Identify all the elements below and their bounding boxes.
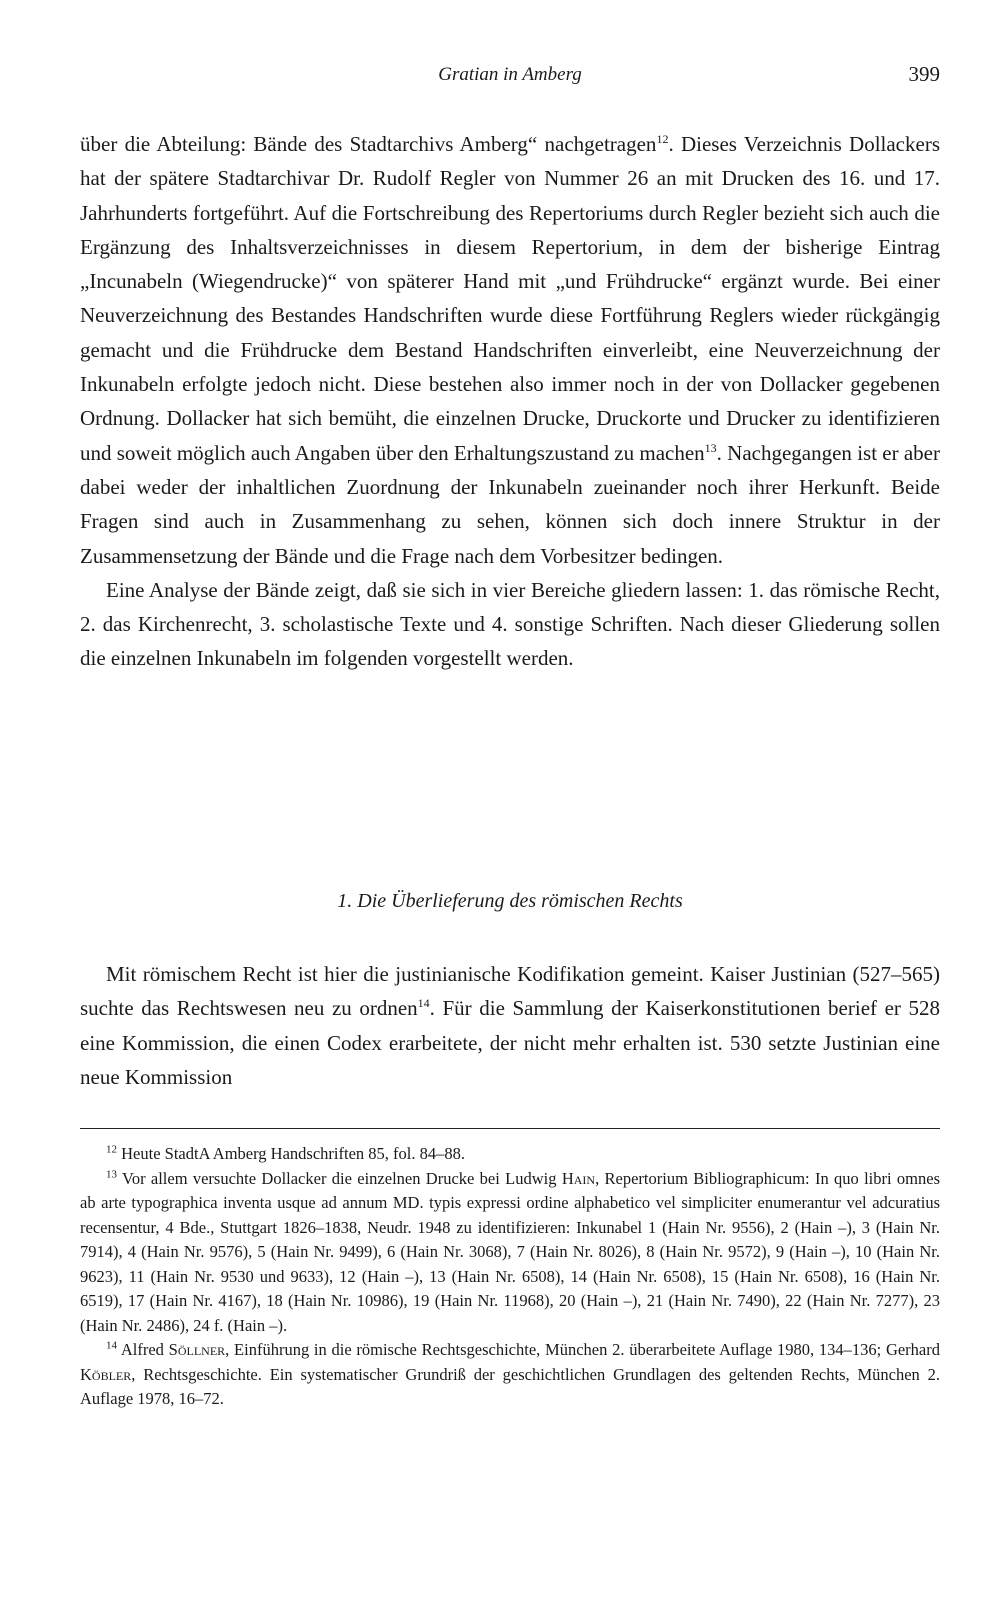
author-name: Köbler [80, 1364, 132, 1384]
footnote-text: , Einführung in die römische Rechtsgeschichte, München 2. überarbeitete Auflage 1980, 134–136; Gerhard [225, 1340, 940, 1359]
footnote-ref-14[interactable]: 14 [417, 996, 430, 1011]
paragraph [80, 127, 940, 573]
footnote-text: Heute StadtA Amberg Handschriften 85, fol. 84–88. [121, 1144, 465, 1163]
page-header [80, 62, 940, 92]
footnotes [80, 1142, 940, 1412]
footnote-14 [80, 1338, 940, 1412]
footnote-text: Vor allem versuchte Dollacker die einzelnen Drucke bei Ludwig [122, 1168, 562, 1188]
paragraph-text: über die Abteilung: Bände des Stadtarchivs Amberg“ nachgetragen [80, 132, 657, 156]
author-name: Hain [561, 1168, 596, 1188]
footnote-text: Alfred [120, 1340, 169, 1359]
footnote-number: 13 [106, 1168, 117, 1180]
footnote-13 [80, 1167, 940, 1339]
paragraph [80, 957, 940, 1094]
footnote-divider [80, 1128, 940, 1129]
footnote-number: 12 [106, 1143, 117, 1156]
running-title: Gratian in Amberg [438, 64, 582, 85]
footnote-12 [80, 1142, 940, 1167]
footnote-ref-12[interactable]: 12 [656, 132, 669, 146]
paragraph-text: Mit römischem Recht ist hier die justinianische Kodifikation gemeint. Kaiser Justinian (527–565) suchte das Rechtswesen neu zu ordnen [80, 962, 940, 1021]
footnote-ref-13[interactable]: 13 [704, 440, 717, 455]
section-heading: 1. Die Überlieferung des römischen Rechts [337, 890, 683, 912]
footnote-number: 14 [106, 1339, 117, 1352]
author-name: Söllner [168, 1340, 226, 1359]
paragraph-text: . Für die Sammlung der Kaiserkonstitutionen berief er 528 eine Kommission, die einen Codex erarbeitete, der nicht mehr erhalten ist. 530 setzte Justinian eine neue Kommission [80, 996, 940, 1089]
paragraph: Eine Analyse der Bände zeigt, daß sie sich in vier Bereiche gliedern lassen: 1. das römische Recht, 2. das Kirchenrecht, 3. scholastische Texte und 4. sonstige Schriften. Nach dieser Gliederung sollen die einzelnen Inkunabeln im folgenden vorgestellt werden. [80, 577, 940, 671]
paragraph-text: . Dieses Verzeichnis Dollackers hat der spätere Stadtarchivar Dr. Rudolf Regler von Nummer 26 an mit Drucken des 16. und 17. Jahrhunderts fortgeführt. Auf die Fortschreibung des Repertoriums durch Regler bezieht sich auch die Ergänzung des Inhaltsverzeichnisses in diesem Repertorium, in dem der bisherige Eintrag „Incunabeln (Wiegendrucke)“ von späterer Hand mit „und Frühdrucke“ ergänzt wurde. Bei einer Neuverzeichnung des Bestandes Handschriften wurde diese Fortführung Reglers wieder rückgängig gemacht und die Frühdrucke dem Bestand Handschriften einverleibt, eine Neuverzeichnung der Inkunabeln erfolgte jedoch nicht. Diese bestehen also immer noch in der von Dollacker gegebenen Ordnung. Dollacker hat sich bemüht, die einzelnen Drucke, Druckorte und Drucker zu identifizieren und soweit möglich auch Angaben über den Erhaltungszustand zu machen [80, 132, 940, 465]
page-number: 399 [908, 62, 940, 86]
footnote-text: , Repertorium Bibliographicum: In quo libri omnes ab arte typographica inventa usque ad annum MD. typis expressi ordine alphabetico vel simpliciter enumerantur vel adcuratius recensentur, 4 Bde., Stuttgart 1826–1838, Neudr. 1948 zu identifizieren: Inkunabel 1 (Hain Nr. 9556), 2 (Hain –), 3 (Hain Nr. 7914), 4 (Hain Nr. 9576), 5 (Hain Nr. 9499), 6 (Hain Nr. 3068), 7 (Hain Nr. 8026), 8 (Hain Nr. 9572), 9 (Hain –), 10 (Hain Nr. 9623), 11 (Hain Nr. 9530 und 9633), 12 (Hain –), 13 (Hain Nr. 6508), 14 (Hain Nr. 6508), 15 (Hain Nr. 6508), 16 (Hain Nr. 6519), 17 (Hain Nr. 4167), 18 (Hain Nr. 10986), 19 (Hain Nr. 11968), 20 (Hain –), 21 (Hain Nr. 7490), 22 (Hain Nr. 7277), 23 (Hain Nr. 2486), 24 f. (Hain –). [80, 1168, 940, 1335]
paragraph-text: . Nachgegangen ist er aber dabei weder der inhaltlichen Zuordnung der Inkunabeln zueinander noch ihrer Herkunft. Beide Fragen sind auch in Zusammenhang zu sehen, können sich doch innere Struktur in der Zusammensetzung der Bände und die Frage nach dem Vorbesitzer bedingen. [80, 440, 940, 568]
section-text [80, 957, 940, 1094]
footnote-text: , Rechtsgeschichte. Ein systematischer Grundriß der geschichtlichen Grundlagen des geltenden Rechts, München 2. Auflage 1978, 16–72. [80, 1364, 940, 1408]
main-text [80, 127, 940, 676]
